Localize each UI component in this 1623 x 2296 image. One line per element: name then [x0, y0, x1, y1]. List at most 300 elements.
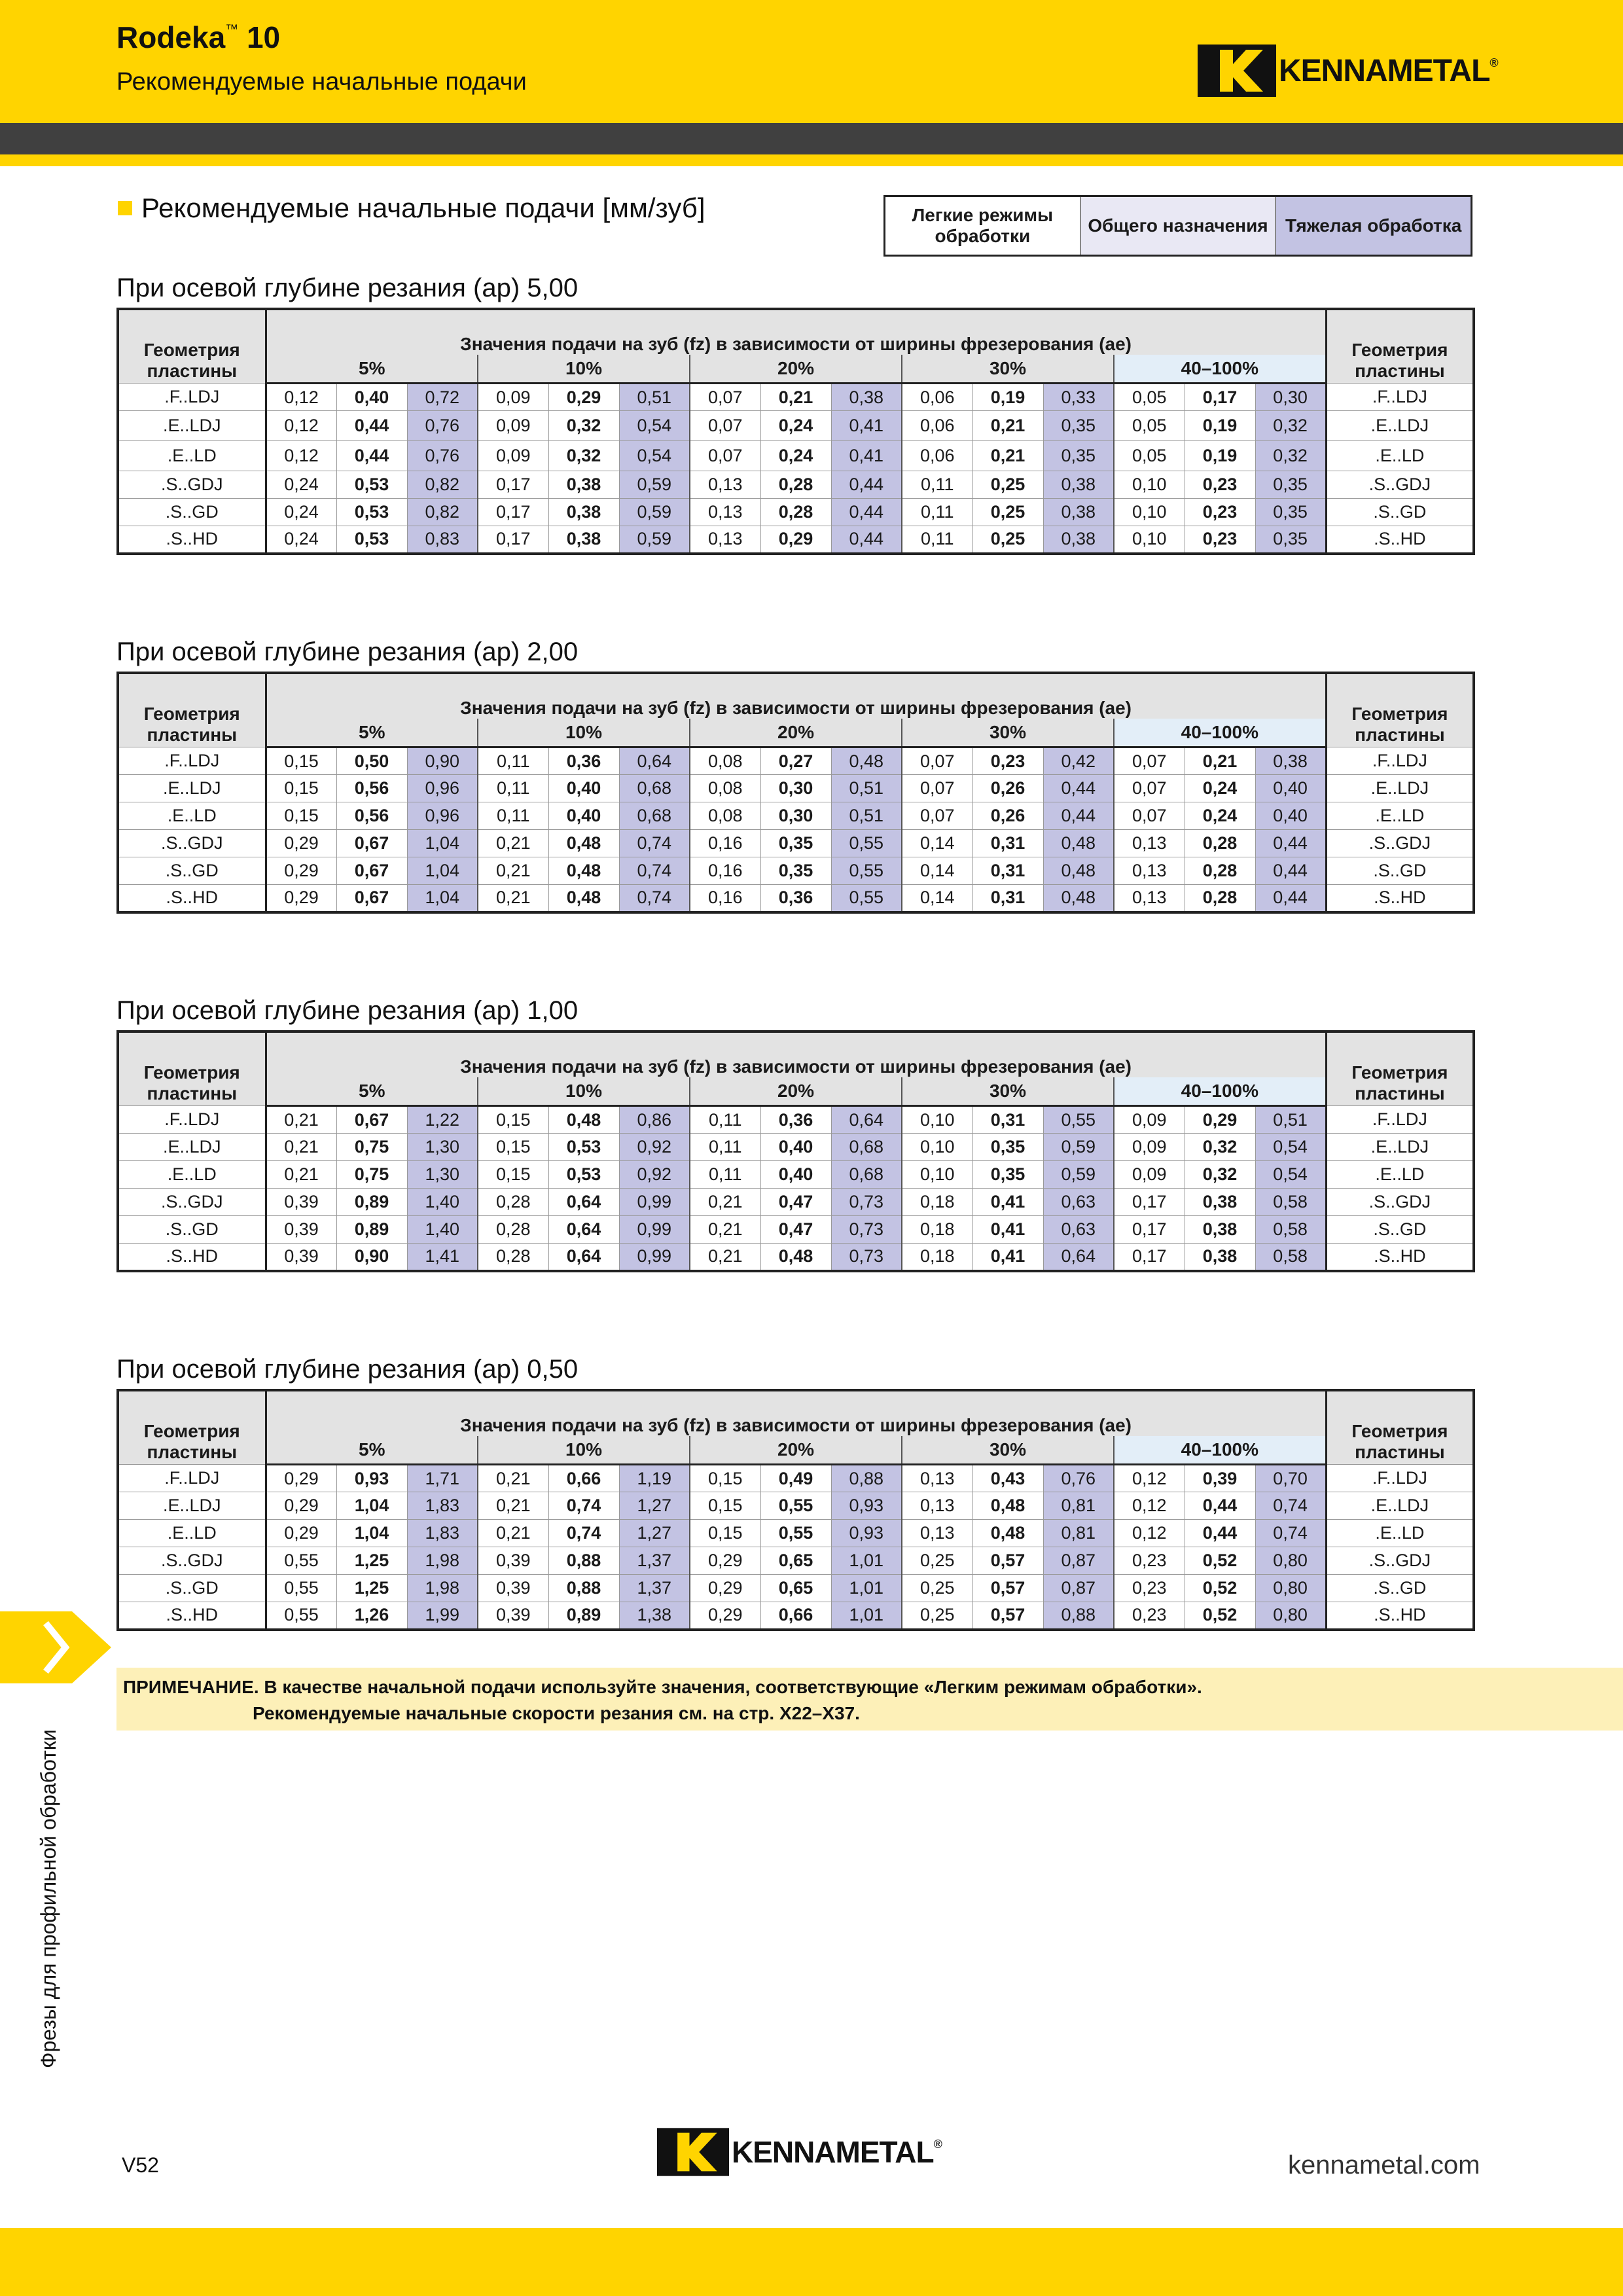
width-header: 10%	[478, 355, 690, 384]
feed-light-cell: 0,29	[266, 1492, 336, 1520]
feed-heavy-cell: 0,35	[1255, 499, 1326, 526]
feed-heavy-cell: 0,74	[619, 830, 690, 857]
geometry-cell: .E..LD	[118, 441, 266, 471]
feed-general-cell: 0,48	[548, 885, 619, 912]
feed-general-cell: 0,48	[972, 1492, 1043, 1520]
geometry-header: Геометрия пластины	[118, 673, 266, 747]
feed-heavy-cell: 0,64	[1043, 1244, 1114, 1271]
feed-heavy-cell: 0,82	[407, 499, 478, 526]
feed-light-cell: 0,17	[478, 526, 548, 554]
feed-general-cell: 0,35	[972, 1134, 1043, 1161]
feed-light-cell: 0,17	[1114, 1189, 1185, 1216]
feed-heavy-cell: 0,32	[1255, 441, 1326, 471]
feed-general-cell: 0,38	[1185, 1216, 1255, 1244]
feed-general-cell: 0,41	[972, 1216, 1043, 1244]
geometry-cell: .E..LD	[1326, 1161, 1474, 1189]
feed-general-cell: 0,31	[972, 885, 1043, 912]
feed-general-cell: 0,89	[548, 1602, 619, 1630]
feed-light-cell: 0,13	[1114, 857, 1185, 885]
feed-general-cell: 0,28	[760, 499, 831, 526]
feed-general-cell: 0,53	[336, 471, 407, 499]
feed-heavy-cell: 0,74	[1255, 1520, 1326, 1547]
geometry-cell: .S..GD	[118, 499, 266, 526]
feed-general-cell: 0,41	[972, 1189, 1043, 1216]
geometry-cell: .S..HD	[118, 885, 266, 912]
feed-light-cell: 0,09	[1114, 1161, 1185, 1189]
geometry-cell: .E..LD	[118, 802, 266, 830]
note-box	[116, 1668, 1623, 1731]
feed-general-cell: 0,32	[1185, 1134, 1255, 1161]
header-thin-stripe	[0, 154, 1623, 166]
feed-heavy-cell: 0,99	[619, 1189, 690, 1216]
page-number: V52	[122, 2153, 159, 2177]
feed-light-cell: 0,21	[690, 1189, 760, 1216]
table-row	[118, 885, 1474, 912]
table-row	[118, 1216, 1474, 1244]
feed-general-cell: 0,31	[972, 830, 1043, 857]
geometry-cell: .E..LDJ	[1326, 775, 1474, 802]
feed-general-cell: 1,25	[336, 1547, 407, 1575]
feed-general-cell: 0,40	[336, 384, 407, 411]
feed-heavy-cell: 0,58	[1255, 1216, 1326, 1244]
feed-general-cell: 0,88	[548, 1575, 619, 1602]
geometry-cell: .S..HD	[1326, 1244, 1474, 1271]
feed-general-cell: 0,28	[1185, 830, 1255, 857]
table-row	[118, 1547, 1474, 1575]
table-row	[118, 1244, 1474, 1271]
feed-general-cell: 0,65	[760, 1575, 831, 1602]
width-header: 30%	[902, 1077, 1114, 1106]
geometry-cell: .S..GD	[1326, 857, 1474, 885]
geometry-cell: .E..LDJ	[1326, 1492, 1474, 1520]
geometry-header: Геометрия пластины	[1326, 673, 1474, 747]
table-row	[118, 1134, 1474, 1161]
feed-general-cell: 0,24	[760, 441, 831, 471]
feed-general-cell: 0,57	[972, 1547, 1043, 1575]
feed-general-cell: 0,21	[972, 441, 1043, 471]
feed-heavy-cell: 0,30	[1255, 384, 1326, 411]
feed-heavy-cell: 0,55	[831, 830, 902, 857]
feed-general-cell: 0,75	[336, 1161, 407, 1189]
feed-general-cell: 0,67	[336, 830, 407, 857]
feed-light-cell: 0,55	[266, 1575, 336, 1602]
feed-light-cell: 0,24	[266, 526, 336, 554]
feed-general-cell: 0,32	[1185, 1161, 1255, 1189]
feed-light-cell: 0,29	[266, 885, 336, 912]
feed-light-cell: 0,29	[690, 1547, 760, 1575]
feed-general-cell: 0,89	[336, 1216, 407, 1244]
feed-general-cell: 0,48	[760, 1244, 831, 1271]
kennametal-mark-icon	[1198, 45, 1276, 97]
feed-light-cell: 0,24	[266, 499, 336, 526]
geometry-header: Геометрия пластины	[118, 309, 266, 384]
feed-light-cell: 0,14	[902, 885, 972, 912]
feed-heavy-cell: 1,04	[407, 857, 478, 885]
feed-general-cell: 0,35	[760, 857, 831, 885]
feed-general-cell: 0,35	[972, 1161, 1043, 1189]
side-tab-label: Фрезы для профильной обработки	[37, 1729, 60, 2068]
width-header: 40–100%	[1114, 719, 1326, 747]
table-row	[118, 499, 1474, 526]
feed-heavy-cell: 0,38	[1043, 526, 1114, 554]
table-row	[118, 1106, 1474, 1134]
feed-heavy-cell: 0,32	[1255, 411, 1326, 441]
feed-light-cell: 0,13	[902, 1465, 972, 1492]
geometry-cell: .E..LD	[1326, 441, 1474, 471]
feed-heavy-cell: 1,38	[619, 1602, 690, 1630]
feed-heavy-cell: 0,44	[1255, 830, 1326, 857]
width-header: 40–100%	[1114, 1077, 1326, 1106]
feed-general-cell: 0,66	[548, 1465, 619, 1492]
feed-general-cell: 0,53	[548, 1161, 619, 1189]
feed-heavy-cell: 0,86	[619, 1106, 690, 1134]
geometry-cell: .S..GD	[1326, 1216, 1474, 1244]
feed-light-cell: 0,29	[266, 857, 336, 885]
feed-heavy-cell: 0,48	[831, 747, 902, 775]
feed-light-cell: 0,21	[266, 1106, 336, 1134]
geometry-cell: .S..GDJ	[1326, 830, 1474, 857]
feed-light-cell: 0,11	[478, 747, 548, 775]
geometry-cell: .S..GDJ	[118, 471, 266, 499]
feed-light-cell: 0,07	[1114, 747, 1185, 775]
feed-light-cell: 0,28	[478, 1244, 548, 1271]
feed-light-cell: 0,12	[266, 411, 336, 441]
feed-heavy-cell: 0,88	[831, 1465, 902, 1492]
table-row	[118, 775, 1474, 802]
brand-wordmark: KENNAMETAL	[1279, 53, 1490, 88]
feed-general-cell: 0,24	[1185, 775, 1255, 802]
feed-heavy-cell: 0,58	[1255, 1189, 1326, 1216]
feed-table	[116, 672, 1475, 914]
feed-light-cell: 0,39	[266, 1244, 336, 1271]
width-header: 40–100%	[1114, 355, 1326, 384]
width-header: 20%	[690, 355, 902, 384]
feed-light-cell: 0,15	[690, 1492, 760, 1520]
feed-general-cell: 0,25	[972, 526, 1043, 554]
feed-light-cell: 0,21	[478, 1465, 548, 1492]
feed-general-cell: 0,24	[760, 411, 831, 441]
feed-general-cell: 1,26	[336, 1602, 407, 1630]
feed-heavy-cell: 0,99	[619, 1216, 690, 1244]
feed-light-cell: 0,21	[690, 1244, 760, 1271]
feed-light-cell: 0,12	[1114, 1492, 1185, 1520]
feed-general-cell: 0,53	[336, 499, 407, 526]
feed-general-cell: 0,21	[1185, 747, 1255, 775]
feed-general-cell: 0,23	[1185, 499, 1255, 526]
feed-general-cell: 0,93	[336, 1465, 407, 1492]
feed-general-cell: 0,41	[972, 1244, 1043, 1271]
feed-general-cell: 0,38	[1185, 1244, 1255, 1271]
feed-heavy-cell: 0,44	[1255, 857, 1326, 885]
geometry-cell: .F..LDJ	[1326, 1465, 1474, 1492]
feed-general-cell: 0,31	[972, 857, 1043, 885]
geometry-cell: .S..GD	[118, 1575, 266, 1602]
geometry-cell: .E..LD	[1326, 1520, 1474, 1547]
feed-light-cell: 0,11	[690, 1106, 760, 1134]
table-row	[118, 1602, 1474, 1630]
width-header: 30%	[902, 1436, 1114, 1465]
kennametal-mark-icon	[657, 2127, 729, 2177]
feed-light-cell: 0,10	[1114, 471, 1185, 499]
feed-heavy-cell: 0,59	[1043, 1161, 1114, 1189]
feed-general-cell: 0,52	[1185, 1602, 1255, 1630]
feed-general-cell: 0,56	[336, 775, 407, 802]
feed-heavy-cell: 0,80	[1255, 1547, 1326, 1575]
feed-heavy-cell: 0,38	[1255, 747, 1326, 775]
feed-general-cell: 0,47	[760, 1216, 831, 1244]
feed-general-cell: 0,36	[760, 1106, 831, 1134]
geometry-cell: .F..LDJ	[118, 1106, 266, 1134]
table-row	[118, 441, 1474, 471]
feed-heavy-cell: 0,35	[1043, 441, 1114, 471]
feed-heavy-cell: 0,33	[1043, 384, 1114, 411]
feed-general-cell: 0,31	[972, 1106, 1043, 1134]
geometry-cell: .E..LDJ	[118, 411, 266, 441]
geometry-header: Геометрия пластины	[118, 1031, 266, 1106]
feed-heavy-cell: 0,44	[1043, 775, 1114, 802]
feed-light-cell: 0,13	[690, 526, 760, 554]
feed-heavy-cell: 0,80	[1255, 1602, 1326, 1630]
feed-light-cell: 0,13	[902, 1520, 972, 1547]
feed-heavy-cell: 0,48	[1043, 857, 1114, 885]
feed-general-cell: 0,40	[760, 1161, 831, 1189]
feed-heavy-cell: 0,48	[1043, 830, 1114, 857]
footer-band	[0, 2228, 1623, 2296]
width-header: 40–100%	[1114, 1436, 1326, 1465]
feed-heavy-cell: 0,74	[619, 857, 690, 885]
geometry-cell: .F..LDJ	[118, 1465, 266, 1492]
geometry-cell: .S..GDJ	[1326, 471, 1474, 499]
feed-heavy-cell: 0,76	[407, 441, 478, 471]
feed-light-cell: 0,07	[902, 747, 972, 775]
feed-heavy-cell: 0,76	[407, 411, 478, 441]
feed-heavy-cell: 0,55	[831, 857, 902, 885]
feed-heavy-cell: 0,54	[1255, 1134, 1326, 1161]
width-header: 5%	[266, 719, 478, 747]
feed-heavy-cell: 0,99	[619, 1244, 690, 1271]
table-title: При осевой глубине резания (ap) 5,00	[116, 274, 579, 302]
note-line-1: ПРИМЕЧАНИЕ. В качестве начальной подачи используйте значения, соответствующие «Легким режимам обработки».	[123, 1677, 1202, 1697]
feed-general-cell: 0,57	[972, 1575, 1043, 1602]
width-header: 20%	[690, 1436, 902, 1465]
feed-light-cell: 0,23	[1114, 1575, 1185, 1602]
feed-light-cell: 0,17	[478, 499, 548, 526]
feed-light-cell: 0,15	[478, 1134, 548, 1161]
width-header: 20%	[690, 719, 902, 747]
feed-heavy-cell: 0,54	[619, 411, 690, 441]
feed-light-cell: 0,07	[1114, 775, 1185, 802]
table-row	[118, 1520, 1474, 1547]
feed-light-cell: 0,24	[266, 471, 336, 499]
table-row	[118, 830, 1474, 857]
website-link[interactable]: kennametal.com	[1288, 2151, 1480, 2179]
feed-heavy-cell: 0,74	[1255, 1492, 1326, 1520]
feed-heavy-cell: 1,40	[407, 1216, 478, 1244]
feed-general-cell: 0,32	[548, 441, 619, 471]
feed-general-cell: 0,26	[972, 775, 1043, 802]
feed-general-cell: 0,25	[972, 471, 1043, 499]
feed-light-cell: 0,10	[902, 1134, 972, 1161]
feed-heavy-cell: 0,73	[831, 1189, 902, 1216]
feed-light-cell: 0,13	[1114, 885, 1185, 912]
kennametal-logo-header: KENNAMETAL ®	[1198, 45, 1499, 97]
feed-heavy-cell: 1,19	[619, 1465, 690, 1492]
feed-heavy-cell: 0,41	[831, 411, 902, 441]
feed-heavy-cell: 0,64	[831, 1106, 902, 1134]
feed-light-cell: 0,21	[690, 1216, 760, 1244]
feed-heavy-cell: 0,92	[619, 1161, 690, 1189]
feed-heavy-cell: 0,51	[831, 775, 902, 802]
table-row	[118, 857, 1474, 885]
feed-light-cell: 0,39	[478, 1602, 548, 1630]
geometry-cell: .S..GD	[118, 1216, 266, 1244]
feed-light-cell: 0,10	[1114, 526, 1185, 554]
geometry-header: Геометрия пластины	[1326, 1390, 1474, 1465]
feed-light-cell: 0,17	[1114, 1244, 1185, 1271]
feed-light-cell: 0,12	[1114, 1465, 1185, 1492]
geometry-cell: .F..LDJ	[1326, 1106, 1474, 1134]
width-header: 5%	[266, 355, 478, 384]
feed-light-cell: 0,12	[266, 441, 336, 471]
feed-heavy-cell: 0,83	[407, 526, 478, 554]
feed-general-cell: 0,29	[548, 384, 619, 411]
feed-light-cell: 0,15	[690, 1520, 760, 1547]
feed-light-cell: 0,21	[478, 1492, 548, 1520]
feed-general-cell: 1,25	[336, 1575, 407, 1602]
geometry-cell: .S..GDJ	[118, 1547, 266, 1575]
feed-heavy-cell: 0,87	[1043, 1547, 1114, 1575]
feed-light-cell: 0,05	[1114, 441, 1185, 471]
feed-general-cell: 0,38	[548, 499, 619, 526]
feed-heavy-cell: 1,04	[407, 885, 478, 912]
feed-heavy-cell: 0,55	[831, 885, 902, 912]
feed-header: Значения подачи на зуб (fz) в зависимости от ширины фрезерования (ae)	[266, 309, 1326, 355]
feed-heavy-cell: 1,30	[407, 1134, 478, 1161]
geometry-cell: .S..HD	[118, 1602, 266, 1630]
width-header: 10%	[478, 1436, 690, 1465]
geometry-cell: .E..LDJ	[118, 1492, 266, 1520]
feed-light-cell: 0,11	[478, 802, 548, 830]
feed-light-cell: 0,09	[1114, 1106, 1185, 1134]
feed-general-cell: 0,67	[336, 857, 407, 885]
feed-light-cell: 0,18	[902, 1244, 972, 1271]
feed-heavy-cell: 0,68	[619, 775, 690, 802]
feed-light-cell: 0,14	[902, 830, 972, 857]
feed-heavy-cell: 0,80	[1255, 1575, 1326, 1602]
feed-heavy-cell: 0,81	[1043, 1492, 1114, 1520]
table-row	[118, 802, 1474, 830]
feed-light-cell: 0,21	[478, 1520, 548, 1547]
side-tab-arrow-icon	[0, 1611, 111, 1683]
feed-heavy-cell: 0,59	[619, 471, 690, 499]
feed-heavy-cell: 0,70	[1255, 1465, 1326, 1492]
geometry-cell: .E..LD	[1326, 802, 1474, 830]
feed-heavy-cell: 0,54	[1255, 1161, 1326, 1189]
feed-light-cell: 0,29	[266, 830, 336, 857]
feed-light-cell: 0,39	[266, 1216, 336, 1244]
table-row	[118, 1575, 1474, 1602]
geometry-header: Геометрия пластины	[1326, 309, 1474, 384]
feed-general-cell: 0,17	[1185, 384, 1255, 411]
feed-general-cell: 0,44	[336, 411, 407, 441]
feed-heavy-cell: 1,99	[407, 1602, 478, 1630]
feed-general-cell: 0,40	[548, 775, 619, 802]
feed-light-cell: 0,21	[478, 857, 548, 885]
feed-general-cell: 0,43	[972, 1465, 1043, 1492]
feed-heavy-cell: 0,72	[407, 384, 478, 411]
feed-general-cell: 0,52	[1185, 1575, 1255, 1602]
feed-general-cell: 0,64	[548, 1189, 619, 1216]
feed-heavy-cell: 0,55	[1043, 1106, 1114, 1134]
feed-general-cell: 0,21	[972, 411, 1043, 441]
feed-heavy-cell: 0,35	[1043, 411, 1114, 441]
width-header: 5%	[266, 1436, 478, 1465]
feed-general-cell: 0,75	[336, 1134, 407, 1161]
feed-heavy-cell: 0,48	[1043, 885, 1114, 912]
feed-heavy-cell: 1,01	[831, 1547, 902, 1575]
feed-light-cell: 0,16	[690, 830, 760, 857]
feed-light-cell: 0,11	[902, 471, 972, 499]
feed-light-cell: 0,28	[478, 1189, 548, 1216]
feed-light-cell: 0,07	[690, 441, 760, 471]
brand-wordmark-footer: KENNAMETAL	[732, 2135, 934, 2169]
feed-heavy-cell: 1,83	[407, 1492, 478, 1520]
feed-heavy-cell: 1,98	[407, 1547, 478, 1575]
feed-general-cell: 0,50	[336, 747, 407, 775]
feed-heavy-cell: 0,82	[407, 471, 478, 499]
feed-light-cell: 0,06	[902, 411, 972, 441]
feed-general-cell: 0,23	[1185, 471, 1255, 499]
feed-general-cell: 0,53	[548, 1134, 619, 1161]
feed-general-cell: 0,21	[760, 384, 831, 411]
feed-light-cell: 0,39	[478, 1575, 548, 1602]
feed-light-cell: 0,14	[902, 857, 972, 885]
geometry-cell: .E..LD	[118, 1161, 266, 1189]
feed-heavy-cell: 0,58	[1255, 1244, 1326, 1271]
feed-general-cell: 0,90	[336, 1244, 407, 1271]
feed-general-cell: 0,38	[1185, 1189, 1255, 1216]
width-header: 30%	[902, 719, 1114, 747]
feed-heavy-cell: 0,68	[619, 802, 690, 830]
feed-general-cell: 0,48	[548, 830, 619, 857]
table-row	[118, 384, 1474, 411]
feed-heavy-cell: 0,73	[831, 1216, 902, 1244]
feed-heavy-cell: 1,30	[407, 1161, 478, 1189]
feed-table	[116, 308, 1475, 555]
feed-general-cell: 0,19	[1185, 441, 1255, 471]
feed-header: Значения подачи на зуб (fz) в зависимости от ширины фрезерования (ae)	[266, 1031, 1326, 1077]
feed-heavy-cell: 1,83	[407, 1520, 478, 1547]
feed-heavy-cell: 1,37	[619, 1547, 690, 1575]
feed-general-cell: 0,67	[336, 885, 407, 912]
feed-heavy-cell: 0,40	[1255, 802, 1326, 830]
geometry-cell: .S..GDJ	[118, 1189, 266, 1216]
feed-light-cell: 0,18	[902, 1216, 972, 1244]
kennametal-logo-footer: KENNAMETAL ®	[657, 2127, 942, 2177]
feed-heavy-cell: 1,98	[407, 1575, 478, 1602]
feed-general-cell: 0,36	[548, 747, 619, 775]
feed-light-cell: 0,23	[1114, 1602, 1185, 1630]
feed-general-cell: 0,29	[760, 526, 831, 554]
feed-heavy-cell: 0,74	[619, 885, 690, 912]
feed-heavy-cell: 1,22	[407, 1106, 478, 1134]
width-header: 10%	[478, 1077, 690, 1106]
geometry-cell: .E..LD	[118, 1520, 266, 1547]
feed-heavy-cell: 1,71	[407, 1465, 478, 1492]
feed-heavy-cell: 0,44	[1255, 885, 1326, 912]
feed-general-cell: 0,44	[1185, 1520, 1255, 1547]
table-row	[118, 1161, 1474, 1189]
